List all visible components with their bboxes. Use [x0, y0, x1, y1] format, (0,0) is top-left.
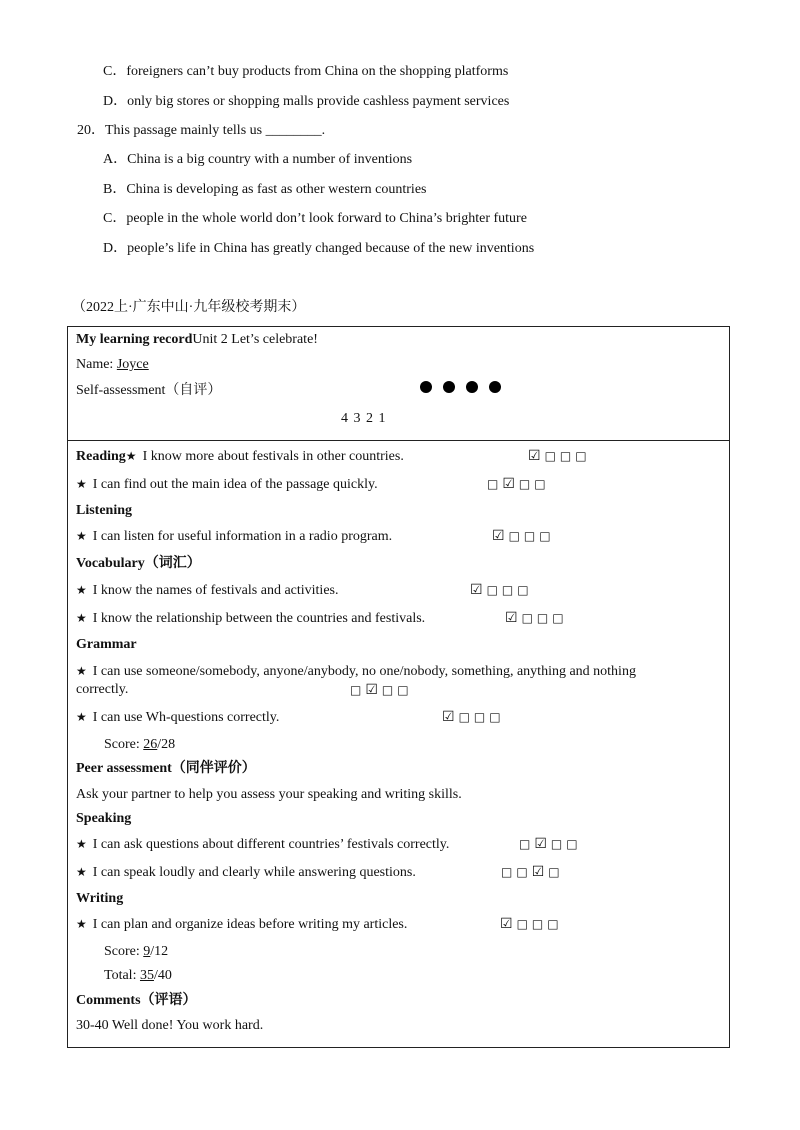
star-icon: ★ [76, 865, 87, 879]
checkbox-empty-icon: □ [534, 477, 547, 491]
grammar-item-1-cont: correctly. [76, 682, 129, 697]
total-score [104, 967, 172, 985]
grammar-item-2: I can use Wh-questions correctly. [92, 710, 280, 725]
checkbox-empty-icon: □ [381, 683, 395, 697]
checkbox-empty-icon: □ [531, 917, 545, 931]
writing-item-1: I can plan and organize ideas before writing my articles. [92, 917, 408, 932]
speaking-row-2 [76, 863, 416, 882]
star-icon: ★ [76, 477, 87, 491]
checkbox-checked-icon: ☑ [505, 610, 519, 626]
star-icon: ★ [76, 710, 87, 724]
q20-option-a: A．China is a big country with a number of inventions [103, 152, 413, 167]
checkbox-checked-icon: ☑ [534, 836, 548, 852]
listening-row-1 [76, 527, 392, 546]
peer-heading: Peer assessment（同伴评价） [76, 761, 256, 776]
total-label: Total: [104, 968, 140, 983]
writing-heading: Writing [76, 891, 124, 906]
q19-option-d: D．only big stores or shopping malls provide cashless payment services [103, 94, 510, 109]
writing-row-1 [76, 915, 407, 934]
checkbox-empty-icon: □ [523, 529, 537, 543]
rating-dot-4 [489, 381, 501, 393]
grammar-1-checkboxes [350, 681, 413, 699]
star-icon: ★ [76, 664, 87, 678]
checkbox-empty-icon: □ [501, 583, 515, 597]
score-1 [104, 736, 175, 754]
checkbox-empty-icon: □ [501, 865, 514, 879]
checkbox-empty-icon: □ [350, 683, 363, 697]
checkbox-checked-icon: ☑ [442, 709, 456, 725]
total-total: /40 [153, 968, 172, 983]
checkbox-empty-icon: □ [473, 710, 487, 724]
checkbox-empty-icon: □ [559, 449, 573, 463]
checkbox-empty-icon: □ [519, 837, 532, 851]
speaking-1-checkboxes [519, 835, 582, 853]
checkbox-empty-icon: □ [516, 917, 529, 931]
reading-2-checkboxes [487, 475, 550, 493]
checkbox-empty-icon: □ [536, 611, 550, 625]
score-2-total: /12 [150, 944, 169, 959]
checkbox-empty-icon: □ [566, 837, 579, 851]
source-note: （2022上·广东中山·九年级校考期末） [72, 300, 306, 315]
checkbox-empty-icon: □ [397, 683, 410, 697]
star-icon: ★ [76, 583, 87, 597]
reading-item-1: I know more about festivals in other countries. [142, 449, 404, 464]
name-row [76, 356, 149, 374]
rating-dot-1 [420, 381, 432, 393]
checkbox-checked-icon: ☑ [528, 448, 542, 464]
grammar-row-1 [76, 662, 636, 681]
checkbox-empty-icon: □ [508, 529, 521, 543]
name-value: Joyce [116, 357, 149, 372]
grammar-row-2 [76, 708, 279, 727]
vocab-item-2: I know the relationship between the countries and festivals. [92, 611, 426, 626]
checkbox-empty-icon: □ [516, 865, 529, 879]
speaking-item-1: I can ask questions about different countries’ festivals correctly. [92, 837, 450, 852]
star-icon: ★ [76, 837, 87, 851]
star-icon: ★ [76, 529, 87, 543]
score-2-value: 9 [143, 944, 151, 959]
checkbox-empty-icon: □ [521, 611, 534, 625]
q20-option-b: B．China is developing as fast as other western countries [103, 182, 427, 197]
vocab-row-2 [76, 609, 425, 628]
grammar-2-checkboxes [442, 708, 505, 726]
vocab-item-1: I know the names of festivals and activities. [92, 583, 339, 598]
reading-row-2 [76, 475, 378, 494]
checkbox-empty-icon: □ [489, 710, 502, 724]
grammar-heading: Grammar [76, 637, 137, 652]
checkbox-checked-icon: ☑ [365, 682, 379, 698]
checkbox-empty-icon: □ [458, 710, 471, 724]
checkbox-checked-icon: ☑ [502, 476, 516, 492]
score-2-label: Score: [104, 944, 144, 959]
checkbox-checked-icon: ☑ [470, 582, 484, 598]
checkbox-empty-icon: □ [518, 477, 532, 491]
checkbox-empty-icon: □ [544, 449, 557, 463]
name-label: Name: [76, 357, 117, 372]
listening-heading: Listening [76, 503, 133, 518]
record-title-unit: Unit 2 Let’s celebrate! [192, 332, 318, 347]
reading-item-2: I can find out the main idea of the passage quickly. [92, 477, 378, 492]
score-1-label: Score: [104, 737, 144, 752]
checkbox-empty-icon: □ [575, 449, 588, 463]
score-1-value: 26 [143, 737, 158, 752]
checkbox-empty-icon: □ [487, 477, 500, 491]
score-2 [104, 943, 168, 961]
rating-dot-3 [466, 381, 478, 393]
speaking-item-2: I can speak loudly and clearly while answering questions. [92, 865, 416, 880]
vocabulary-heading: Vocabulary（词汇） [76, 556, 201, 571]
checkbox-empty-icon: □ [550, 837, 564, 851]
record-title [76, 331, 318, 349]
star-icon: ★ [76, 917, 87, 931]
reading-heading: Reading [76, 449, 126, 464]
comments-text: 30-40 Well done! You work hard. [76, 1018, 264, 1033]
checkbox-empty-icon: □ [539, 529, 552, 543]
star-icon: ★ [76, 611, 87, 625]
checkbox-empty-icon: □ [548, 865, 561, 879]
reading-1-checkboxes [528, 447, 591, 465]
checkbox-empty-icon: □ [547, 917, 560, 931]
speaking-row-1 [76, 835, 449, 854]
vocab-2-checkboxes [505, 609, 568, 627]
rating-dots [420, 381, 501, 393]
checkbox-checked-icon: ☑ [531, 864, 546, 880]
score-1-total: /28 [157, 737, 176, 752]
record-title-bold: My learning record [76, 332, 193, 347]
writing-1-checkboxes [500, 915, 563, 933]
vocab-1-checkboxes [470, 581, 533, 599]
checkbox-checked-icon: ☑ [492, 528, 506, 544]
listening-1-checkboxes [492, 527, 555, 545]
listening-item-1: I can listen for useful information in a radio program. [92, 529, 393, 544]
star-icon: ★ [125, 449, 137, 463]
q20-option-d: D．people’s life in China has greatly changed because of the new inventions [103, 241, 535, 256]
q20-stem: 20．This passage mainly tells us ________. [77, 123, 326, 138]
speaking-heading: Speaking [76, 811, 132, 826]
checkbox-empty-icon: □ [552, 611, 565, 625]
q19-option-c: C．foreigners can’t buy products from China on the shopping platforms [103, 64, 509, 79]
total-value: 35 [139, 968, 154, 983]
q20-option-c: C．people in the whole world don’t look forward to China’s brighter future [103, 211, 527, 226]
grammar-item-1: I can use someone/somebody, anyone/anybody, no one/nobody, something, anything and nothing [92, 664, 636, 679]
rating-scale: 4 3 2 1 [341, 411, 386, 426]
reading-row-1 [76, 447, 404, 466]
self-assessment-label: Self-assessment（自评） [76, 383, 222, 398]
checkbox-checked-icon: ☑ [500, 916, 514, 932]
checkbox-empty-icon: □ [486, 583, 499, 597]
vocab-row-1 [76, 581, 338, 600]
checkbox-empty-icon: □ [517, 583, 530, 597]
comments-heading: Comments（评语） [76, 993, 197, 1008]
peer-description: Ask your partner to help you assess your speaking and writing skills. [76, 787, 462, 802]
speaking-2-checkboxes [501, 863, 564, 881]
rating-dot-2 [443, 381, 455, 393]
